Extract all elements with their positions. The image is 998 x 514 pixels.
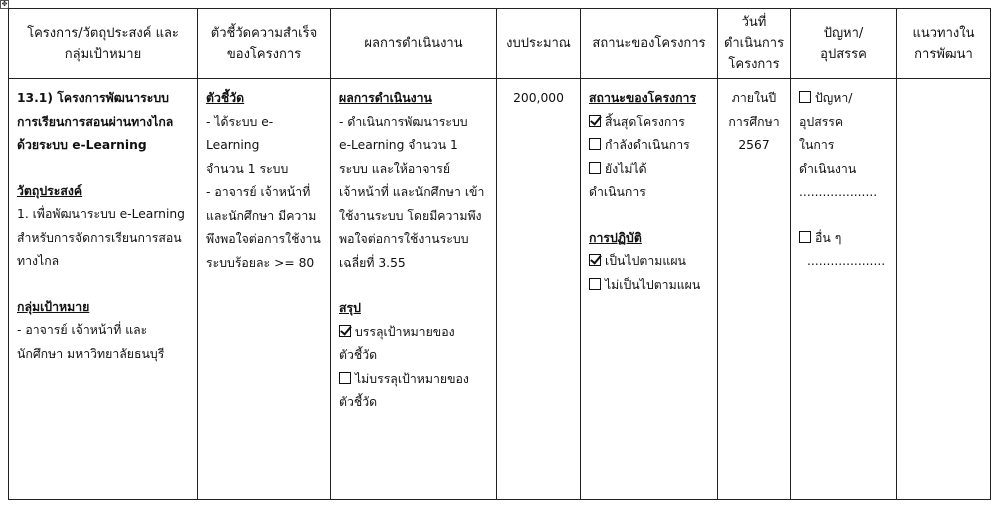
status-done-option[interactable]: สิ้นสุดโครงการ bbox=[589, 111, 711, 135]
table-move-handle-icon[interactable]: ✥ bbox=[1, 0, 8, 8]
checkbox-empty-icon[interactable] bbox=[339, 372, 351, 384]
status-notyet-option[interactable]: ยังไม่ได้ ดำเนินการ bbox=[589, 161, 647, 199]
header-development: แนวทางใน การพัฒนา bbox=[897, 9, 991, 79]
practice-offplan-option[interactable]: ไม่เป็นไปตามแผน bbox=[589, 274, 711, 298]
checkbox-empty-icon[interactable] bbox=[799, 91, 811, 103]
summary-not-achieved-option[interactable]: ไม่บรรลุเป้าหมายของ ตัวชี้วัด bbox=[339, 371, 469, 409]
checkbox-empty-icon[interactable] bbox=[589, 162, 601, 174]
checkbox-checked-icon[interactable] bbox=[589, 115, 601, 127]
checkbox-empty-icon[interactable] bbox=[799, 231, 811, 243]
header-row bbox=[9, 9, 991, 79]
problem-blank-line: .................... bbox=[799, 185, 878, 199]
problem-text: ดำเนินงาน bbox=[799, 161, 857, 176]
other-option[interactable]: อื่น ๆ bbox=[799, 227, 890, 251]
result-heading: ผลการดำเนินงาน bbox=[339, 91, 432, 105]
project-row bbox=[9, 79, 991, 500]
header-result: ผลการดำเนินงาน bbox=[331, 9, 497, 79]
indicator-heading: ตัวชี้วัด bbox=[206, 91, 245, 105]
summary-heading: สรุป bbox=[339, 301, 361, 315]
date-line: การศึกษา bbox=[728, 114, 780, 129]
status-ongoing-option[interactable]: กำลังดำเนินการ bbox=[589, 134, 711, 158]
header-problem: ปัญหา/ อุปสรรค bbox=[791, 9, 897, 79]
result-cell[interactable] bbox=[331, 79, 497, 500]
summary-achieved-option[interactable]: บรรลุเป้าหมายของ ตัวชี้วัด bbox=[339, 324, 455, 362]
project-title: 13.1) โครงการพัฒนาระบบ การเรียนการสอนผ่านทางไกล ด้วยระบบ e-Learning bbox=[17, 91, 174, 152]
objective-heading: วัตถุประสงค์ bbox=[17, 183, 83, 198]
budget-cell[interactable] bbox=[497, 79, 581, 500]
problem-text: ในการ bbox=[799, 138, 835, 152]
project-cell[interactable] bbox=[9, 79, 198, 500]
result-text: - ดำเนินการพัฒนาระบบ e-Learning จำนวน 1 ระบบ และให้อาจารย์ เจ้าหน้าที่ และนักศึกษา เข้า ใช้งานระบบ โดยมีความพึง พอใจต่อการใช้งานระบบ เฉลี่ยที่ 3.55 bbox=[339, 114, 485, 270]
status-cell[interactable] bbox=[581, 79, 718, 500]
target-text: - อาจารย์ เจ้าหน้าที่ และ นักศึกษา มหาวิทยาลัยธนบุรี bbox=[17, 323, 165, 361]
problem-cell[interactable] bbox=[791, 79, 897, 500]
status-heading: สถานะของโครงการ bbox=[589, 91, 697, 105]
indicator-cell[interactable] bbox=[198, 79, 331, 500]
date-cell[interactable] bbox=[718, 79, 791, 500]
header-date: วันที่ ดำเนินการ โครงการ bbox=[718, 9, 791, 79]
checkbox-checked-icon[interactable] bbox=[339, 325, 351, 337]
indicator-text: - ได้ระบบ e-Learning จำนวน 1 ระบบ - อาจารย์ เจ้าหน้าที่ และนักศึกษา มีความ พึงพอใจต่อการใช้งาน ระบบร้อยละ >= 80 bbox=[206, 114, 321, 270]
checkbox-empty-icon[interactable] bbox=[589, 138, 601, 150]
header-status: สถานะของโครงการ bbox=[581, 9, 718, 79]
date-line: 2567 bbox=[738, 138, 770, 152]
practice-onplan-option[interactable]: เป็นไปตามแผน bbox=[589, 250, 711, 274]
header-project: โครงการ/วัตถุประสงค์ และ กลุ่มเป้าหมาย bbox=[9, 9, 198, 79]
date-line: ภายในปี bbox=[731, 91, 777, 105]
practice-heading: การปฏิบัติ bbox=[589, 230, 642, 245]
checkbox-empty-icon[interactable] bbox=[589, 278, 601, 290]
header-indicator: ตัวชี้วัดความสำเร็จ ของโครงการ bbox=[198, 9, 331, 79]
problem-text: อุปสรรค bbox=[799, 114, 844, 129]
objective-text: 1. เพื่อพัฒนาระบบ e-Learning สำหรับการจัดการเรียนการสอน ทางไกล bbox=[17, 207, 185, 268]
problem-option[interactable]: ปัญหา/ bbox=[799, 87, 890, 111]
header-budget: งบประมาณ bbox=[497, 9, 581, 79]
budget-value: 200,000 bbox=[513, 91, 564, 105]
project-report-table bbox=[8, 8, 991, 500]
development-cell[interactable] bbox=[897, 79, 991, 500]
other-blank-line: .................... bbox=[807, 254, 886, 268]
checkbox-checked-icon[interactable] bbox=[589, 254, 601, 266]
target-heading: กลุ่มเป้าหมาย bbox=[17, 299, 90, 314]
